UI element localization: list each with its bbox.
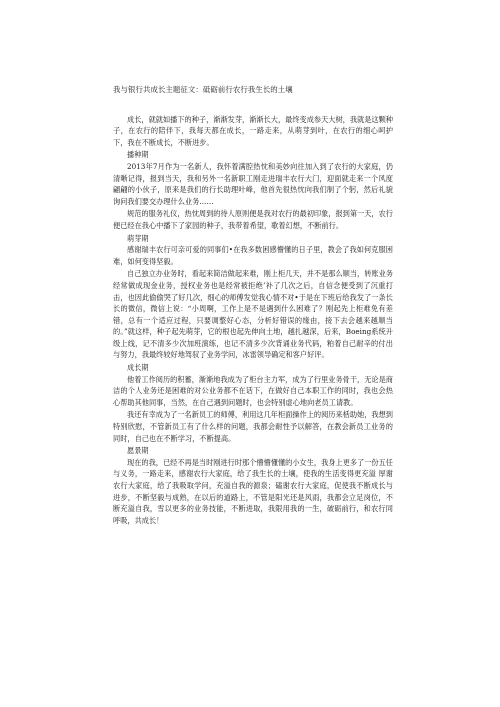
sprouting-paragraph-1: 感谢瑞丰农行可亲可爱的同事们•在我多数困感懵懂的日子里，教会了我如何克服困难，如何变得坚毅。 [113, 245, 393, 266]
section-heading-vision: 愿景期 [127, 446, 149, 456]
essay-body [113, 84, 393, 527]
intro-paragraph: 成长，就就如播下的种子，渐渐发芽，渐渐长大，最终变成参天大树，我就是这颗种子，在农行的陪伴下，我每天都在成长，一路走来，从萌芽到叶，在农行的细心呵护下，我在不断成长，不断进步。 [113, 114, 393, 147]
sowing-paragraph-2: 规范的服务礼仪，热忱周到的待人原则便是我对农行的最初印象，报到第一天，农行便已经在我心中播下了家园的种子，我带着希望，歌着幻想，不断前行。 [113, 209, 393, 230]
sprouting-paragraph-2: 自己独立办业务时，看起来简洁做起来难，刚上柜几天，并不是那么顺当，转账业务经常做成现金业务，授权业务也是经常被拒绝’补了几次之后，自信念便受到了沉重打击，也因此偷偷哭了好几次，细心的师傅发觉我心情不对•于是在下班后给我发了一条长长的微信，微信上说：“小周啊，工作上是不是遇到什么困难了？刚起先上柜难免有差错，总有一个适应过程，只要调整好心态，分析好错误的缘由，接下去会越来越顺当的。”就这样，种子起先萌芽，它的根也起先伸向土地，越扎越深，后来，Boeing系统升级上线，记不清多少次加班演练，也记不清多少次背诵业务代码，粕着自己耐辛的付出与努力，我最终较好地驾驭了业务学问，冰雷领导确定和客户好评。 [113, 269, 393, 360]
growth-paragraph-2: 我还有幸成为了一名新员工的师傅，利用这几年柜面操作上的阅历来栝助她，我想到特别欣慰，不管新员工有了什么样的问题，我都会耐性予以解答，在教会新员工业务的同时，自己也在不断学习，不断提高。 [113, 410, 393, 443]
growth-paragraph-1: 他着工作阅历的积蓄，渐渐地我成为了柜台主力军，成为了行里业务骨干，无论是商洁的个人业务还是困难的对公业务都不在话下，在做好自己本职工作的同时，我也会热心帮助其他同事，当然，在自己遇到问题时，也会特别虚心地向老员工请教。 [113, 374, 393, 407]
sowing-paragraph-1: 2013年7月作为一名新人，我怀着满腔热忱和美妙向往加入到了农行的大家庭，仍清晰记得，报到当天，我和另外一名新职工刚走进瑞丰农行大门，迎面就走来一个风度翩翩的小伙子，原来是我们的行长助理叶峰，他首先很热忱向我们制了个躬，然后礼貌询问我们要交办理什么业务…… [113, 161, 393, 206]
section-heading-growth: 成长期 [127, 363, 149, 373]
section-heading-sowing: 播种期 [127, 150, 149, 160]
section-heading-sprouting: 萌芽期 [127, 233, 149, 243]
vision-paragraph: 现在的我，已经不再是当时刚进行时那个懵懵懂懂的小女生，我身上更多了一份五任与义务，一路走来，感谢农行大家庭，给了我生长的土壤，使我的生活变得更充溢 厚谢农行大家庭，给了我吸取学问，充溢自我的源泉；磕谢农行大家庭，促使我不断成长与进步，不断坚毅与成熟，在以后的道路上，不管是阳光还是风雨，我都会立足岗位，不断充溢自我，雪以更多的业务技能，不断进取，我限用我的一生，破砺前行，和农行同呼吸，共成长！ [113, 457, 393, 525]
essay-title: 我与银行共成长主题征文：砥砺前行农行我生长的土壤 [113, 85, 293, 94]
